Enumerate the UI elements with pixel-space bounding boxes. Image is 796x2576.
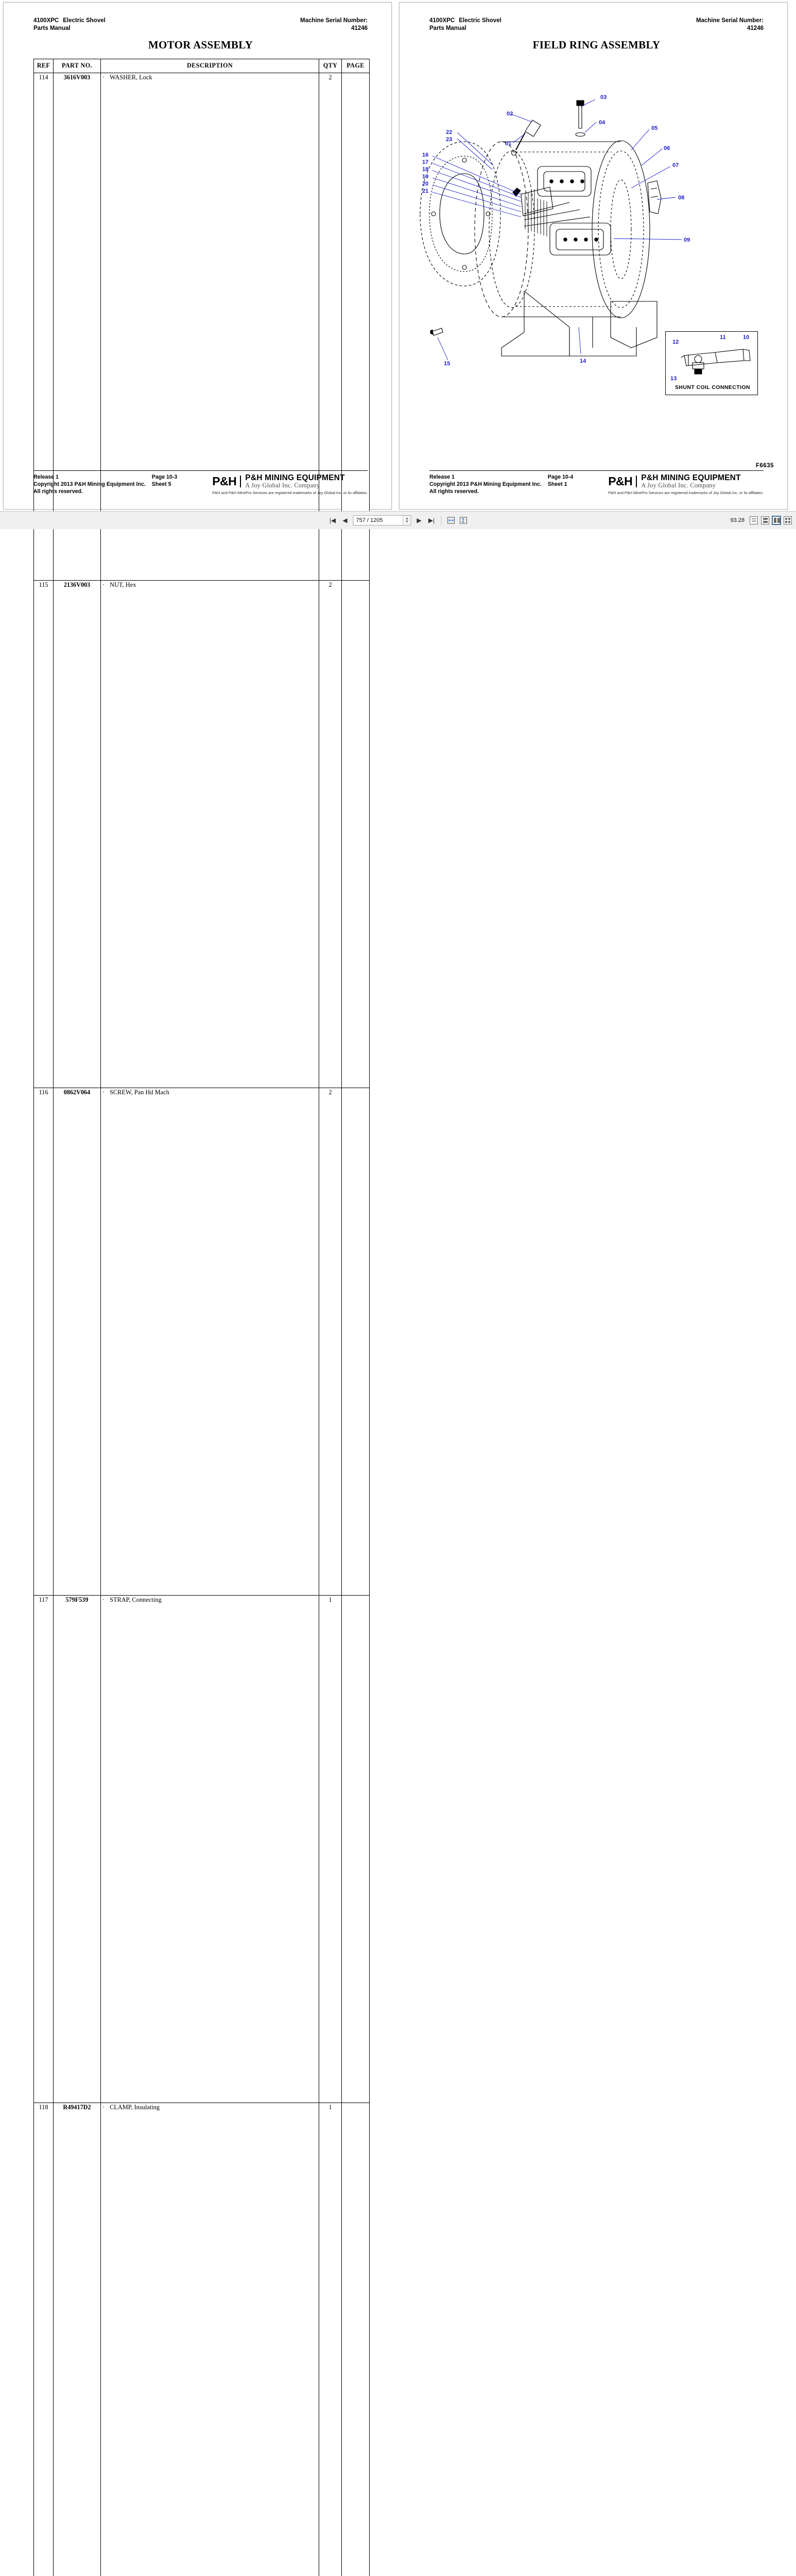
description-text: CLAMP, Insulating — [110, 2103, 160, 2111]
footer-page-number: Page 10-4 — [547, 474, 574, 481]
page-number-box[interactable] — [353, 515, 411, 526]
cell-qty: 1 — [319, 2103, 342, 2576]
single-page-view-icon[interactable] — [750, 516, 758, 524]
document-page-left[interactable] — [3, 2, 392, 2111]
figure-callout-17: 17 — [422, 159, 429, 165]
thumbnail-view-icon[interactable] — [784, 516, 792, 524]
col-part-no: PART NO. — [54, 59, 101, 73]
figure-callout-13: 13 — [670, 376, 677, 382]
figure-callout-05: 05 — [651, 125, 658, 131]
page-title: FIELD RING ASSEMBLY — [532, 38, 661, 51]
figure-callout-11: 11 — [720, 334, 726, 341]
figure-id: F6635 — [755, 463, 774, 469]
footer-rights: All rights reserved. — [33, 488, 83, 495]
parts-table-body — [34, 73, 370, 2576]
page-number-input[interactable] — [354, 516, 403, 525]
figure-callout-06: 06 — [664, 145, 670, 151]
serial-value: 41246 — [351, 25, 368, 31]
cell-qty: 2 — [319, 73, 342, 580]
toolbar-right-group — [730, 516, 792, 524]
footer-copyright: Copyright 2013 P&H Mining Equipment Inc. — [33, 481, 146, 488]
figure-callout-14: 14 — [580, 358, 586, 364]
figure-callout-04: 04 — [599, 120, 605, 126]
continuous-view-icon[interactable] — [761, 516, 769, 524]
table-row — [34, 2103, 370, 2576]
indent-dot: · — [102, 2103, 105, 2111]
figure-callout-20: 20 — [422, 181, 429, 187]
header-manual: Parts Manual — [429, 25, 466, 31]
page-navigation — [328, 515, 468, 526]
header-left — [33, 17, 106, 32]
cell-ref: 116 — [34, 1088, 54, 1595]
footer-brand-block — [608, 474, 764, 495]
cell-page — [342, 2103, 370, 2576]
cell-description — [101, 1595, 319, 2103]
page-title: MOTOR ASSEMBLY — [148, 38, 253, 51]
header-model: 4100XPC — [33, 18, 59, 24]
view-mode-group — [750, 516, 792, 524]
trademark-notice: P&H and P&H MinePro Services are registered trademarks of Joy Global Inc. or its affiliates. — [212, 490, 368, 496]
header-right — [300, 17, 368, 32]
cell-qty: 2 — [319, 1088, 342, 1595]
footer-copyright: Copyright 2013 P&H Mining Equipment Inc. — [429, 481, 542, 488]
table-row — [34, 580, 370, 1088]
footer-rights: All rights reserved. — [429, 488, 479, 495]
serial-label: Machine Serial Number: — [696, 18, 764, 24]
header-model-line — [429, 17, 501, 25]
cell-page — [342, 1088, 370, 1595]
col-description: DESCRIPTION — [101, 59, 319, 73]
cell-ref: 118 — [34, 2103, 54, 2576]
figure-callout-02: 02 — [507, 111, 513, 117]
col-ref: REF — [34, 59, 54, 73]
brand-name: P&H MINING EQUIPMENT — [641, 473, 741, 483]
ph-logo: P&H — [608, 476, 637, 487]
figure-callout-18: 18 — [422, 166, 429, 173]
col-page: PAGE — [342, 59, 370, 73]
brand-tagline: A Joy Global Inc. Company — [245, 482, 320, 489]
header-machine-type: Electric Shovel — [63, 18, 106, 24]
shunt-coil-caption: SHUNT COIL CONNECTION — [675, 384, 750, 391]
page-header — [429, 17, 764, 32]
serial-label: Machine Serial Number: — [300, 18, 368, 24]
last-page-icon[interactable]: ▶| — [428, 517, 435, 524]
indent-dot: · — [102, 581, 105, 588]
document-page-right[interactable] — [399, 2, 788, 510]
figure-callout-12: 12 — [672, 339, 679, 345]
footer-copyright-block — [33, 474, 146, 496]
footer-release: Release 1 — [429, 474, 455, 481]
figure-callout-10: 10 — [743, 334, 750, 341]
cell-description — [101, 73, 319, 580]
parts-table — [33, 59, 370, 2576]
brand-name: P&H MINING EQUIPMENT — [245, 473, 345, 483]
footer-divider — [33, 470, 368, 471]
page-footer — [429, 470, 764, 496]
header-machine-type: Electric Shovel — [459, 18, 501, 24]
indent-dot: · — [102, 1596, 105, 1603]
cell-ref: 115 — [34, 580, 54, 1088]
facing-page-view-icon[interactable] — [772, 516, 781, 524]
footer-page-block — [548, 474, 601, 488]
table-row — [34, 73, 370, 580]
footer-divider — [429, 470, 764, 471]
description-text: WASHER, Lock — [110, 73, 152, 81]
cell-ref: 117 — [34, 1595, 54, 2103]
cell-ref: 114 — [34, 73, 54, 580]
description-text: STRAP, Connecting — [110, 1596, 162, 1603]
serial-value: 41246 — [747, 25, 764, 31]
footer-page-block — [152, 474, 205, 488]
viewer-toolbar — [0, 511, 796, 529]
page-header — [33, 17, 368, 32]
header-model: 4100XPC — [429, 18, 455, 24]
figure-callout-03: 03 — [600, 94, 607, 100]
col-qty: QTY — [319, 59, 342, 73]
figure-callout-23: 23 — [446, 137, 453, 143]
cell-part-no: 579F539 — [54, 1595, 101, 2103]
header-left — [429, 17, 501, 32]
table-row — [34, 1088, 370, 1595]
footer-brand-block — [212, 474, 368, 495]
figure-callout-19: 19 — [422, 174, 429, 180]
description-text: NUT, Hex — [110, 581, 136, 588]
cell-page — [342, 1595, 370, 2103]
figure-callout-21: 21 — [422, 188, 429, 194]
cell-page — [342, 73, 370, 580]
trademark-notice: P&H and P&H MinePro Services are registered trademarks of Joy Global Inc. or its affiliates. — [608, 490, 764, 496]
zoom-level-value[interactable]: 93.28 — [730, 517, 745, 523]
cell-qty: 1 — [319, 1595, 342, 2103]
table-row — [34, 1595, 370, 2103]
footer-copyright-block — [429, 474, 542, 496]
figure-callout-08: 08 — [678, 195, 685, 201]
cell-description — [101, 1088, 319, 1595]
cell-part-no: 0862V064 — [54, 1088, 101, 1595]
figure-callout-16: 16 — [422, 152, 429, 158]
table-header-row — [34, 59, 370, 73]
ph-logo: P&H — [212, 476, 241, 487]
brand-tagline: A Joy Global Inc. Company — [641, 482, 716, 489]
field-ring-assembly-figure — [415, 59, 775, 440]
cell-description — [101, 2103, 319, 2576]
header-right — [696, 17, 764, 32]
page-footer — [33, 470, 368, 496]
footer-sheet-number: Sheet 1 — [547, 481, 567, 488]
figure-callout-09: 09 — [684, 237, 690, 243]
previous-page-icon[interactable]: ◀ — [342, 517, 348, 524]
fit-page-icon[interactable] — [459, 516, 468, 526]
cell-page — [342, 580, 370, 1088]
footer-sheet-number: Sheet 5 — [151, 481, 171, 488]
footer-page-number: Page 10-3 — [151, 474, 178, 481]
toolbar-separator — [441, 516, 442, 525]
figure-callout-22: 22 — [446, 129, 453, 135]
header-manual: Parts Manual — [33, 25, 71, 31]
shunt-coil-detail-box — [665, 331, 758, 395]
cell-part-no: R49417D2 — [54, 2103, 101, 2576]
cell-part-no: 2136V003 — [54, 580, 101, 1088]
cell-qty: 2 — [319, 580, 342, 1088]
next-page-icon[interactable]: ▶ — [417, 517, 422, 524]
figure-callout-15: 15 — [444, 361, 451, 367]
indent-dot: · — [102, 73, 105, 81]
header-model-line — [33, 17, 106, 25]
indent-dot: · — [102, 1088, 105, 1096]
fit-width-icon[interactable] — [447, 516, 456, 526]
footer-release: Release 1 — [33, 474, 59, 481]
page-spinner[interactable]: ▲ ▼ — [403, 516, 411, 525]
cell-part-no: 3616V003 — [54, 73, 101, 580]
figure-callout-07: 07 — [672, 162, 679, 168]
description-text: SCREW, Pan Hd Mach — [110, 1088, 169, 1096]
cell-description — [101, 580, 319, 1088]
figure-callout-01: 01 — [505, 141, 512, 147]
first-page-icon[interactable]: |◀ — [329, 517, 336, 524]
